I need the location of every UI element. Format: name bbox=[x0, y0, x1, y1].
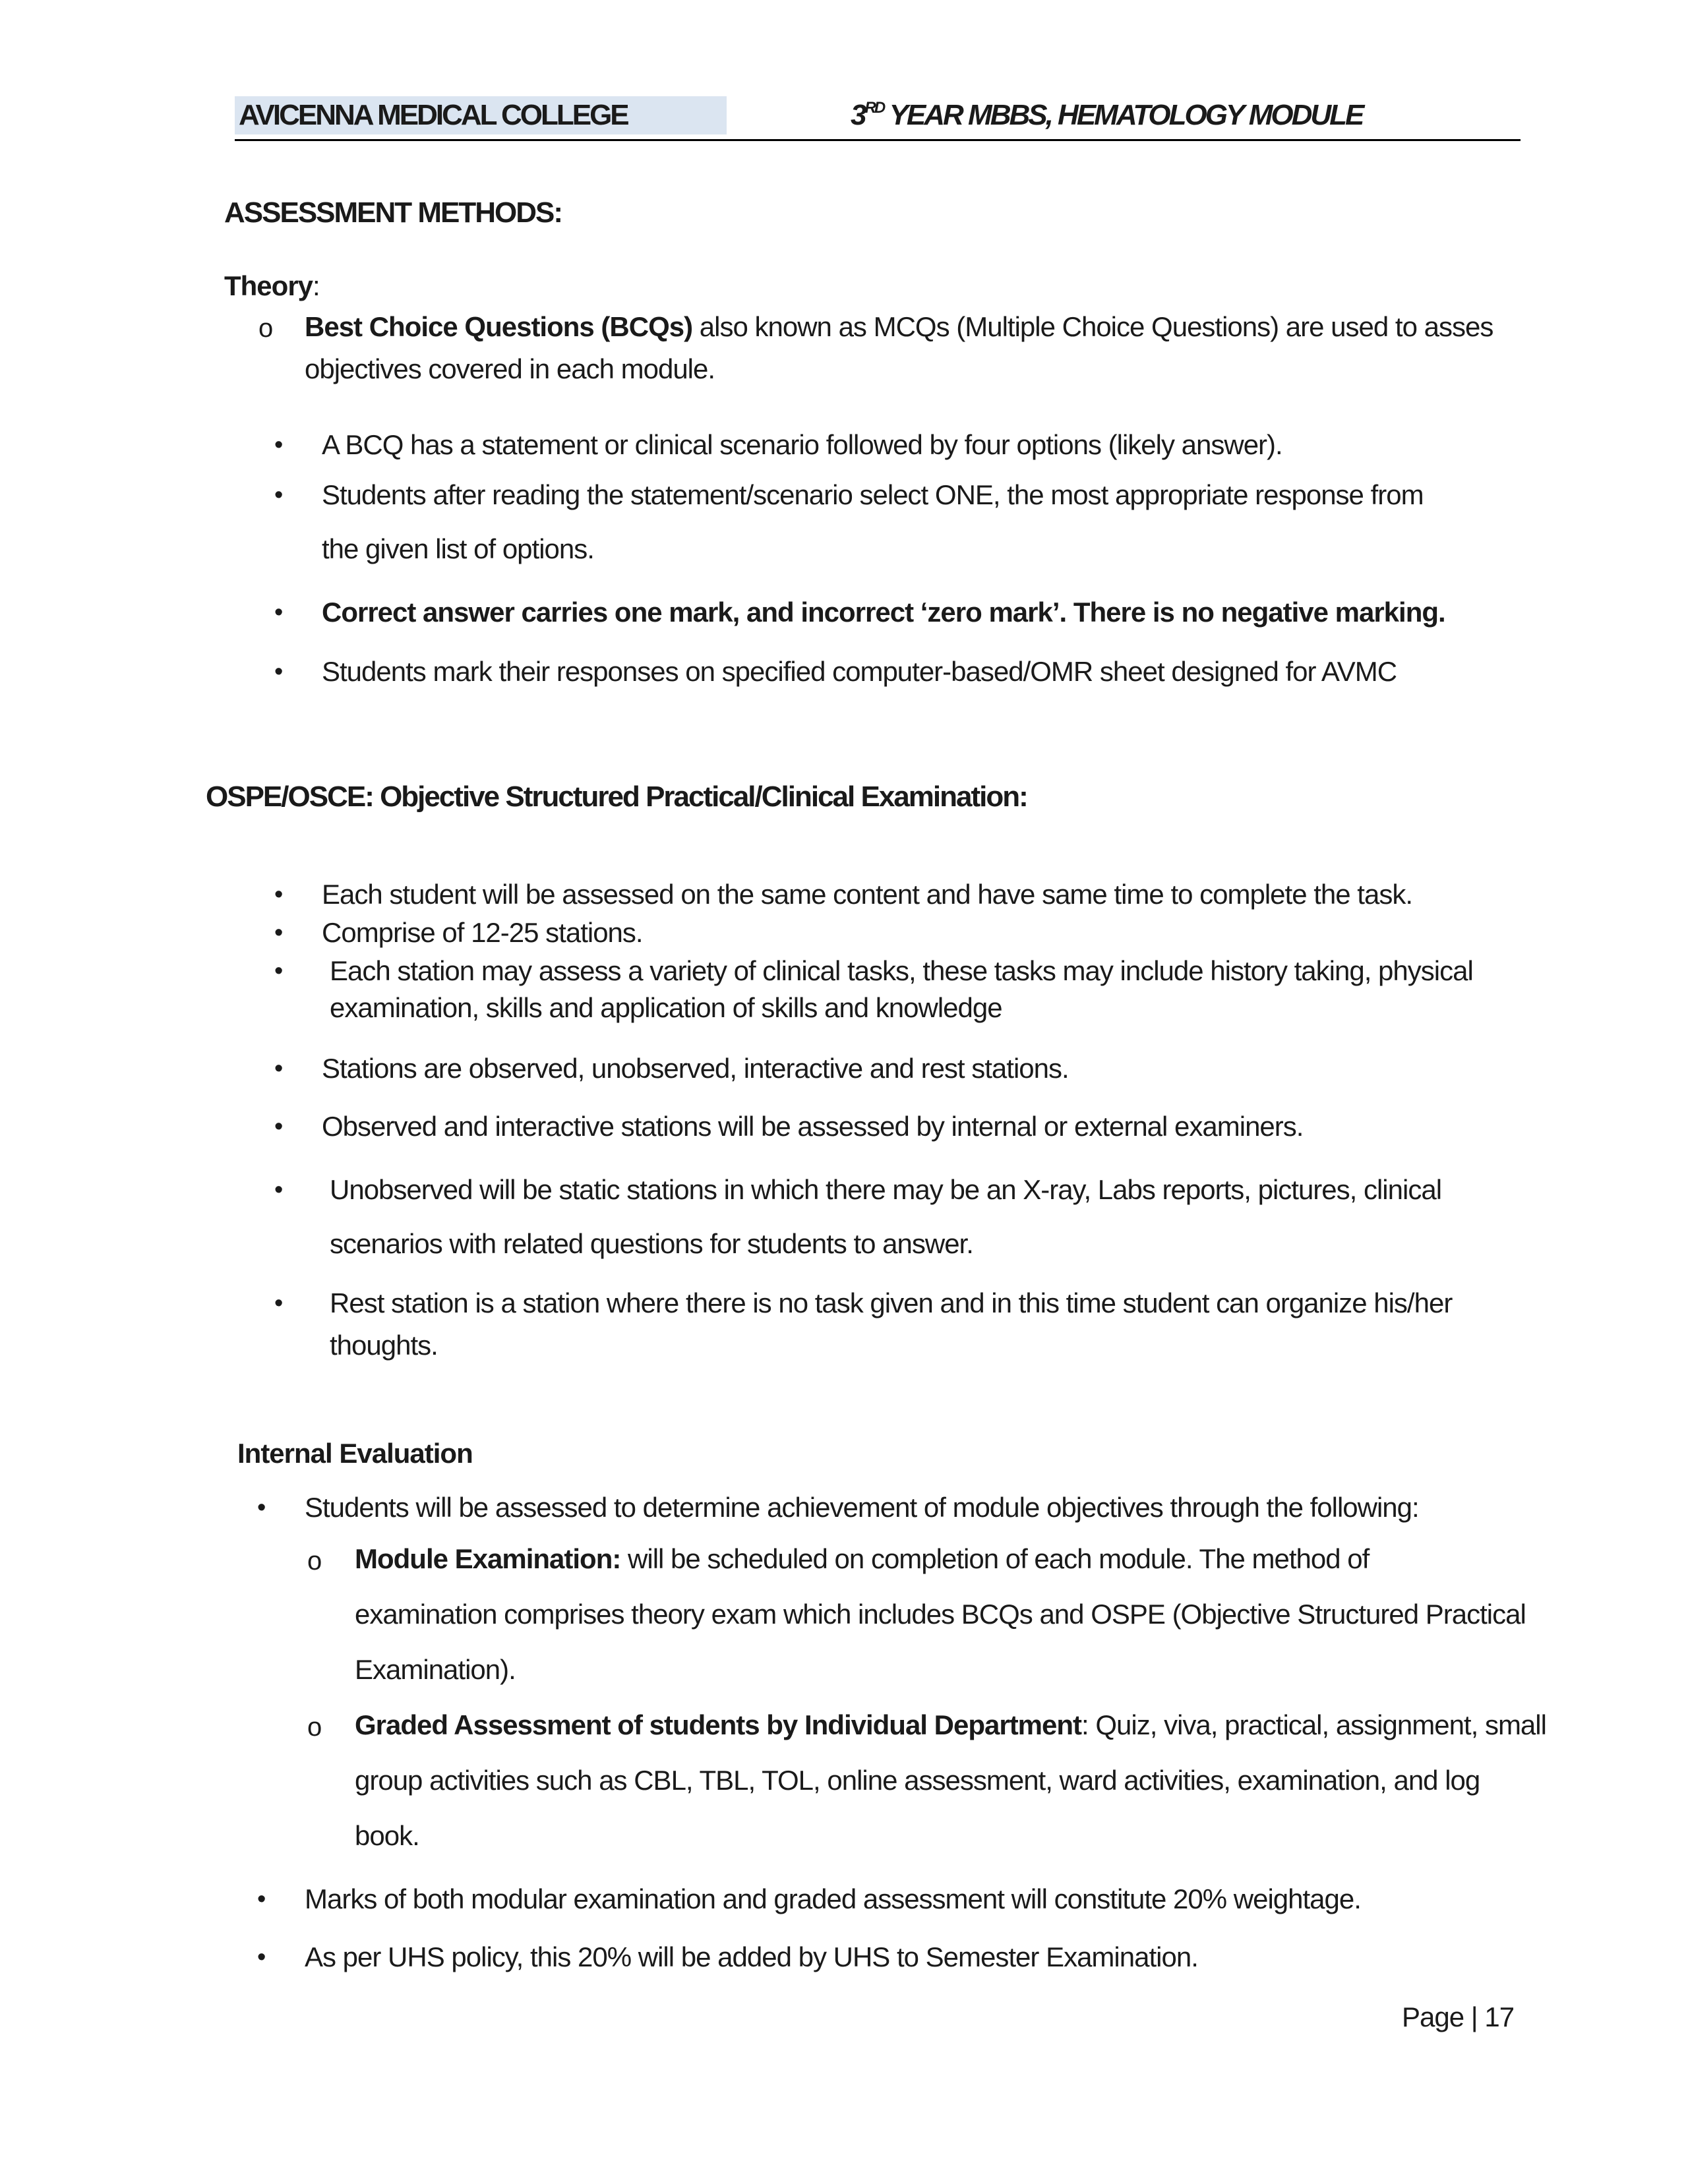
module-exam-line-1: Module Examination: will be scheduled on completion of each module. The method of bbox=[355, 1543, 1370, 1574]
bullet-marker: • bbox=[274, 1176, 283, 1204]
assessment-methods-heading: ASSESSMENT METHODS: bbox=[224, 196, 562, 229]
ospe-osce-heading: OSPE/OSCE: Objective Structured Practical/Clinical Examination: bbox=[206, 781, 1027, 813]
bcq-bullet-2-line-1: Students after reading the statement/scenario select ONE, the most appropriate response from bbox=[322, 479, 1424, 510]
bcq-bullet-4: Students mark their responses on specified computer-based/OMR sheet designed for AVMC bbox=[322, 656, 1397, 687]
bullet-marker: • bbox=[274, 1289, 283, 1317]
bullet-marker: • bbox=[274, 919, 283, 947]
ospe-bullet-2: Comprise of 12-25 stations. bbox=[322, 917, 643, 948]
circle-marker: o bbox=[307, 1713, 322, 1742]
ospe-bullet-6-line-1: Unobserved will be static stations in which there may be an X-ray, Labs reports, pictures, clinical bbox=[330, 1174, 1442, 1205]
bullet-marker: • bbox=[274, 599, 283, 626]
ospe-bullet-6-line-2: scenarios with related questions for students to answer. bbox=[330, 1228, 973, 1259]
bcq-bullet-1: A BCQ has a statement or clinical scenario followed by four options (likely answer). bbox=[322, 429, 1282, 460]
graded-assessment-line-3: book. bbox=[355, 1820, 419, 1851]
internal-evaluation-heading: Internal Evaluation bbox=[237, 1438, 473, 1469]
header-module-title: 3RD YEAR MBBS, HEMATOLOGY MODULE bbox=[851, 99, 1363, 131]
theory-heading: Theory: bbox=[224, 270, 320, 301]
ospe-bullet-7-line-2: thoughts. bbox=[330, 1330, 438, 1361]
bullet-marker: • bbox=[274, 1113, 283, 1140]
internal-bullet-1: Students will be assessed to determine achievement of module objectives through the following: bbox=[305, 1492, 1419, 1523]
bullet-marker: • bbox=[274, 658, 283, 686]
bcq-bullet-3: Correct answer carries one mark, and incorrect ‘zero mark’. There is no negative marking. bbox=[322, 597, 1445, 628]
header-divider bbox=[235, 139, 1521, 141]
ospe-bullet-3-line-2: examination, skills and application of skills and knowledge bbox=[330, 992, 1002, 1023]
bullet-marker: • bbox=[257, 1494, 266, 1521]
module-exam-line-2: examination comprises theory exam which includes BCQs and OSPE (Objective Structured Practical bbox=[355, 1599, 1526, 1630]
bullet-marker: • bbox=[274, 431, 283, 459]
internal-bullet-2: Marks of both modular examination and graded assessment will constitute 20% weightage. bbox=[305, 1883, 1361, 1914]
ospe-bullet-3-line-1: Each station may assess a variety of clinical tasks, these tasks may include history taking, physical bbox=[330, 955, 1473, 986]
bullet-marker: • bbox=[257, 1943, 266, 1971]
bullet-marker: • bbox=[274, 957, 283, 985]
bullet-marker: • bbox=[274, 881, 283, 908]
graded-assessment-line-2: group activities such as CBL, TBL, TOL, online assessment, ward activities, examination, and log bbox=[355, 1765, 1480, 1796]
bcq-bullet-2-line-2: the given list of options. bbox=[322, 533, 594, 564]
module-exam-line-3: Examination). bbox=[355, 1654, 516, 1685]
bullet-marker: • bbox=[274, 481, 283, 509]
circle-marker: o bbox=[307, 1547, 322, 1576]
ospe-bullet-1: Each student will be assessed on the same content and have same time to complete the task. bbox=[322, 879, 1412, 910]
internal-bullet-3: As per UHS policy, this 20% will be added by UHS to Semester Examination. bbox=[305, 1941, 1198, 1972]
header-college-name: AVICENNA MEDICAL COLLEGE bbox=[235, 96, 727, 134]
page-number: Page | 17 bbox=[1402, 2001, 1515, 2032]
bullet-marker: • bbox=[274, 1055, 283, 1082]
ospe-bullet-4: Stations are observed, unobserved, interactive and rest stations. bbox=[322, 1053, 1069, 1084]
bcq-line-2: objectives covered in each module. bbox=[305, 353, 715, 384]
graded-assessment-line-1: Graded Assessment of students by Individual Department: Quiz, viva, practical, assignment, small bbox=[355, 1709, 1546, 1740]
bcq-line-1: Best Choice Questions (BCQs) also known as MCQs (Multiple Choice Questions) are used to asses bbox=[305, 311, 1493, 342]
bullet-marker: • bbox=[257, 1885, 266, 1913]
ospe-bullet-5: Observed and interactive stations will be assessed by internal or external examiners. bbox=[322, 1111, 1304, 1142]
circle-marker: o bbox=[258, 314, 273, 343]
ospe-bullet-7-line-1: Rest station is a station where there is no task given and in this time student can organize his/her bbox=[330, 1287, 1453, 1318]
